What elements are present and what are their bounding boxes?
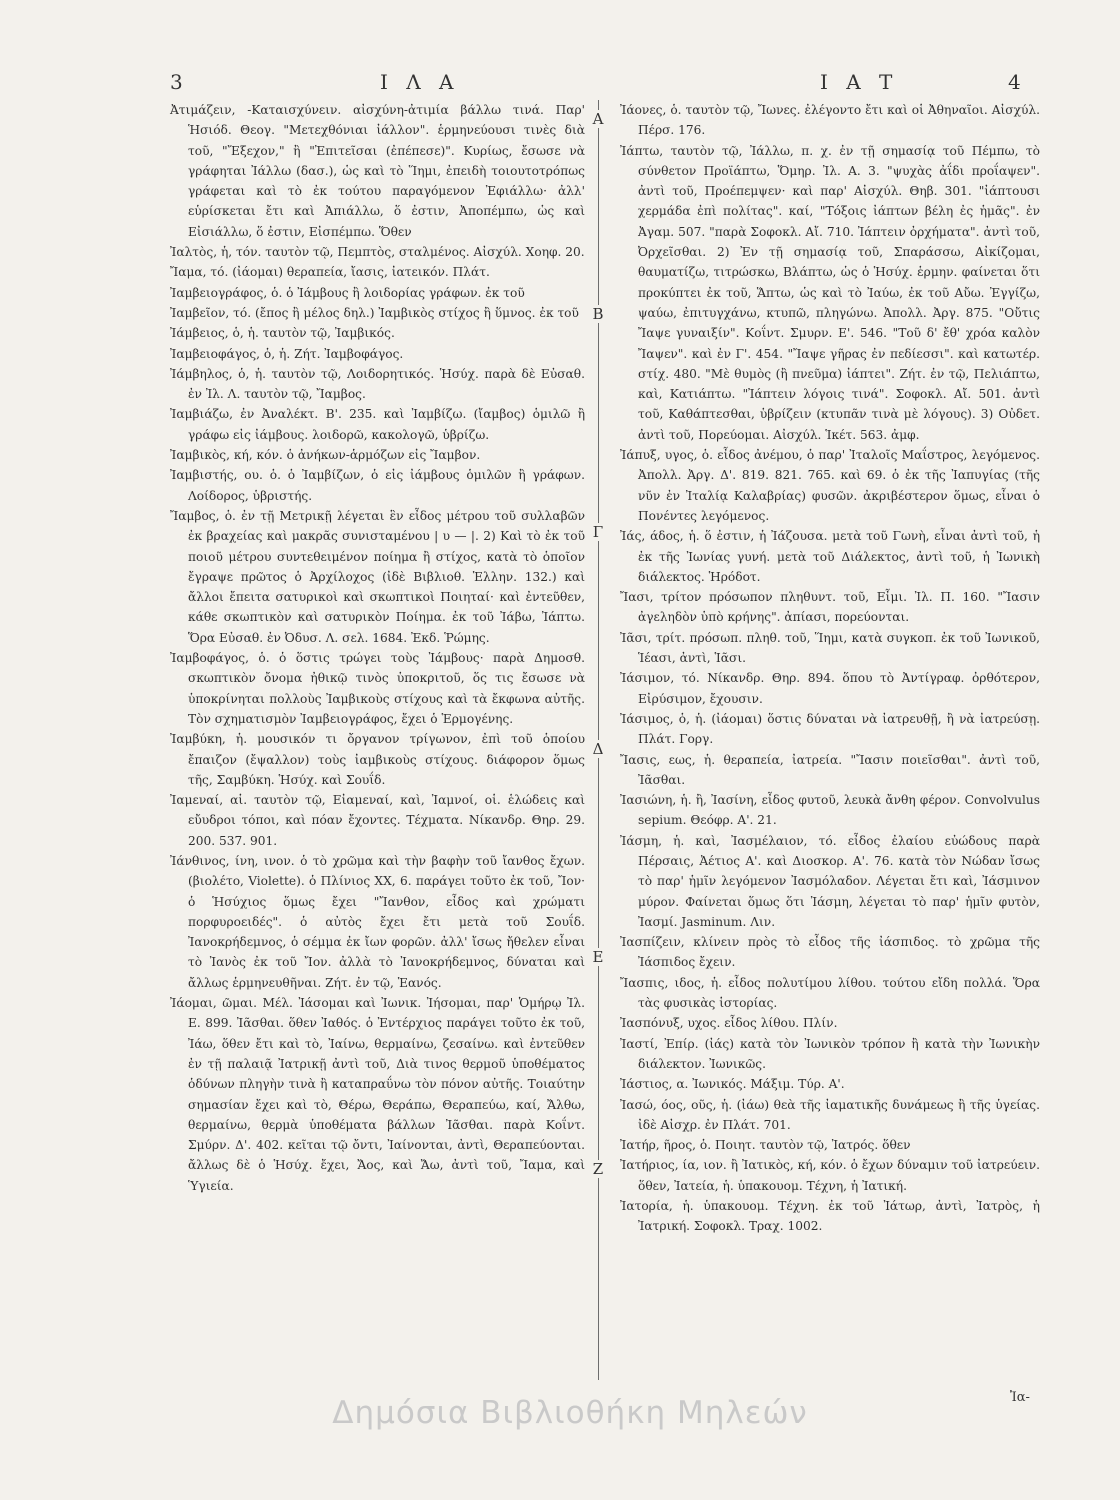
dictionary-entry: Ἰαλτὸς, ἡ, τόν. ταυτὸν τῷ, Πεμπτὸς, σταλμένος. Αἰσχύλ. Χοηφ. 20. <box>170 245 585 260</box>
left-column <box>170 100 585 1196</box>
dictionary-entry: Ἴασις, εως, ἡ. θεραπεία, ἰατρεία. "Ἴασιν ποιεῖσθαι". ἀντὶ τοῦ, Ἰᾶσθαι. <box>620 752 1040 787</box>
dictionary-entry: Ἰάπυξ, υγος, ὁ. εἶδος ἀνέμου, ὁ παρ' Ἰταλοῖς Μαΐστρος, λεγόμενος. Ἀπολλ. Ἀργ. Δ'. 819. 821. 765. καὶ 69. ὁ ἐκ τῆς Ἰαπυγίας (τῆς νῦν ἐν Ἰταλίᾳ Καλαβρίας) φυσῶν. ἀκριβέστερον ὅμως, εἶναι ὁ Πονέντες λεγόμενος. <box>620 448 1040 523</box>
dictionary-entry: Ἰαμβιστής, ου. ὁ. ὁ Ἰαμβίζων, ὁ εἰς ἰάμβους ὁμιλῶν ἢ γράφων. Λοίδορος, ὑβριστής. <box>170 468 585 503</box>
right-page-number: 4 <box>1008 70 1027 94</box>
dictionary-entry: Ἰαμβύκη, ἡ. μουσικόν τι ὄργανον τρίγωνον, ἐπὶ τοῦ ὁποίου ἔπαιζον (ἔψαλλον) τοὺς ἰαμβικοὺς στίχους. διάφορον ὅμως τῆς, Σαμβύκη. Ἡσύχ. καὶ Σουΐδ. <box>170 732 585 787</box>
section-letter: Γ <box>590 523 606 541</box>
dictionary-entry: Ἰάμβηλος, ὁ, ἡ. ταυτὸν τῷ, Λοιδορητικός. Ἡσύχ. παρὰ δὲ Εὐσαθ. ἐν Ἰλ. Λ. ταυτὸν τῷ, Ἴαμβος. <box>170 366 585 402</box>
dictionary-entry: Ἰατορία, ἡ. ὑπακουομ. Τέχνη. ἐκ τοῦ Ἰάτωρ, ἀντὶ, Ἰατρὸς, ἡ Ἰατρική. Σοφοκλ. Τραχ. 1002. <box>620 1199 1040 1234</box>
catchword: Ἰα- <box>1010 1390 1030 1405</box>
dictionary-entry: Ἴασι, τρίτον πρόσωπον πληθυντ. τοῦ, Εἶμι. Ἰλ. Π. 160. "Ἴασιν ἀγεληδὸν ὑπὸ κρήνης". ἀπίασι, πορεύονται. <box>620 590 1040 625</box>
running-header <box>170 70 1030 100</box>
dictionary-entry: Ἀτιμάζειν, -Καταισχύνειν. αἰσχύνη-ἀτιμία βάλλω τινά. Παρ' Ἡσιόδ. Θεογ. "Μετεχθόνιαι ἰάλλον". ἑρμηνεύουσι τινὲς διὰ τοῦ, "Ἔξεχον," ἢ "Ἐπιτεῖσαι (ἐπέπεσε)". Κυρίως, ἔσωσε νὰ γράφηται Ἰάλλω (δασ.), ὡς καὶ τὸ Ἵημι, ἐπειδὴ τοιουτοτρόπως γράφεται καὶ τὸ ἐκ τούτου παραγόμενον Ἐφιάλλω· ἀλλ' εὑρίσκεται ἔτι καὶ Ἀπιάλλω, ὅ ἐστιν, Ἀποπέμπω, ὡς καὶ Εἰσιάλλω, ὅ ἐστιν, Εἰσπέμπω. Ὅθεν <box>170 103 585 239</box>
dictionary-entry: Ἰάσιμος, ὁ, ἡ. (ἰάομαι) ὅστις δύναται νὰ ἰατρευθῇ, ἢ νὰ ἰατρεύσῃ. Πλάτ. Γοργ. <box>620 711 1040 747</box>
section-letter: Δ <box>590 740 606 758</box>
dictionary-entry: Ἰασπίζειν, κλίνειν πρὸς τὸ εἶδος τῆς ἰάσπιδος. τὸ χρῶμα τῆς Ἰάσπιδος ἔχειν. <box>620 935 1040 970</box>
section-letter: Α <box>590 110 606 128</box>
left-page-number: 3 <box>170 70 189 94</box>
dictionary-entry: Ἰάπτω, ταυτὸν τῷ, Ἰάλλω, π. χ. ἐν τῇ σημασίᾳ τοῦ Πέμπω, τὸ σύνθετον Προϊάπτω, Ὅμηρ. Ἰλ. Α. 3. "ψυχὰς ἀΐδι προΐαψεν". ἀντὶ τοῦ, Προέπεμψεν· καὶ παρ' Αἰσχύλ. Θηβ. 301. "ἰάπτουσι χερμάδα ἐπὶ πολίτας". καί, "Τόξοις ἰάπτων βέλη ἐς ἡμᾶς". ἐν Ἀγαμ. 507. "παρὰ Σοφοκλ. Αἴ. 710. Ἰάπτειν ὀρχήματα". ἀντὶ τοῦ, Ὀρχεῖσθαι. 2) Ἐν τῇ σημασίᾳ τοῦ, Σπαράσσω, Αἰκίζομαι, θαυματίζω, τιτρώσκω, Βλάπτω, ὡς ὁ Ἡσύχ. ἑρμην. φαίνεται ὅτι προκύπτει ἐκ τοῦ, Ἅπτω, ὡς καὶ τὸ Ἰαύω, ἐκ τοῦ Αὔω. Ἐγγίζω, ψαύω, ἐπιτυγχάνω, κτυπῶ, πληγώνω. Ἀπολλ. Ἀργ. 875. "Οὔτις Ἴαψε γυναιξίν". Κοΐντ. Σμυρν. Ε'. 546. "Τοῦ δ' ἔθ' χρόα καλὸν Ἴαψεν". καὶ ἐν Γ'. 454. "Ἴαψε γῆρας ἐν πεδίεσσι". καὶ κατωτέρ. στίχ. 480. "Μὲ θυμὸς (ἢ πνεῦμα) ἰάπτει". Ζήτ. ἐν τῷ, Πελιάπτω, καὶ, Κατιάπτω. "Ἰάπτειν λόγοις τινά". Σοφοκλ. Αἴ. 501. ἀντὶ τοῦ, Καθάπτεσθαι, ὑβρίζειν (κτυπᾶν τινὰ μὲ λόγους). 3) Οὐδετ. ἀντὶ τοῦ, Πορεύομαι. Αἰσχύλ. Ἱκέτ. 563. ἀμφ. <box>620 143 1040 442</box>
section-letter: Β <box>590 305 606 323</box>
dictionary-entry: Ἴαμα, τό. (ἰάομαι) θεραπεία, ἴασις, ἰατεικόν. Πλάτ. <box>170 265 490 280</box>
dictionary-entry: Ἰάς, άδος, ἡ. ὅ ἐστιν, ἡ Ἰάζουσα. μετὰ τοῦ Γωνὴ, εἶναι ἀντὶ τοῦ, ἡ ἐκ τῆς Ἰωνίας γυνή. μετὰ τοῦ Διάλεκτος, ἀντὶ τοῦ, ἡ Ἰωνικὴ διάλεκτος. Ἡρόδοτ. <box>620 529 1040 584</box>
dictionary-entry: Ἰασιώνη, ἡ. ἢ, Ἰασίνη, εἶδος φυτοῦ, λευκὰ ἄνθη φέρον. Convolvulus sepium. Θεόφρ. Α'. 21. <box>620 793 1040 828</box>
dictionary-entry: Ἰάνθινος, ίνη, ινον. ὁ τὸ χρῶμα καὶ τὴν βαφὴν τοῦ ἴανθος ἔχων. (βιολέτο, Violette). ὁ Πλίνιος ΧΧ, 6. παράγει τοῦτο ἐκ τοῦ, Ἴον· ὁ Ἡσύχιος ὅμως ἔχει "Ἴανθον, εἶδος καὶ χρώματι πορφυροειδές". ὁ αὐτὸς ἔχει ἔτι μετὰ τοῦ Σουΐδ. Ἰανοκρήδεμνος, ὁ σέμμα ἐκ ἴων φορῶν. ἀλλ' ἴσως ἤθελεν εἶναι τὸ Ἰανὸς ἐκ τοῦ Ἴον. ἀλλὰ τὸ Ἰανοκρήδεμνος, δύναται καὶ ἄλλως ἑρμηνευθῆναι. Ζήτ. ἐν τῷ, Ἑανός. <box>170 853 585 990</box>
dictionary-entry: Ἰᾶσι, τρίτ. πρόσωπ. πληθ. τοῦ, Ἵημι, κατὰ συγκοπ. ἐκ τοῦ Ἰωνικοῦ, Ἱέασι, ἀντὶ, Ἱᾶσι. <box>620 630 1040 666</box>
dictionary-entry: Ἰαμβεῖον, τό. (ἔπος ἢ μέλος δηλ.) Ἰαμβικὸς στίχος ἢ ὕμνος. ἐκ τοῦ <box>170 305 579 320</box>
dictionary-entry: Ἰαμβικὸς, κή, κόν. ὁ ἀνήκων-ἁρμόζων εἰς Ἴαμβον. <box>170 448 481 463</box>
dictionary-entry: Ἰάσμη, ἡ. καὶ, Ἰασμέλαιον, τό. εἶδος ἐλαίου εὐώδους παρὰ Πέρσαις, Ἀέτιος Α'. καὶ Διοσκορ. Α'. 76. κατὰ τὸν Νώδαν ἴσως τὸ παρ' ἡμῖν λεγόμενον Ἰασμόλαδον. Λέγεται ἔτι καὶ, Ἰάσμινον μύρον. Φαίνεται ὅμως ὅτι Ἰάσμη, λέγεται τὸ παρ' ἡμῖν φυτὸν, Ἰασμί. Jasminum. Λιν. <box>620 833 1040 929</box>
left-running-head: Ι Λ Α <box>380 70 460 94</box>
dictionary-entry: Ἰάστιος, α. Ἰωνικός. Μάξιμ. Τύρ. Α'. <box>620 1077 845 1092</box>
dictionary-entry: Ἰαμβειοφάγος, ὁ, ἡ. Ζήτ. Ἰαμβοφάγος. <box>170 346 404 361</box>
dictionary-entry: Ἰάσιμον, τό. Νίκανδρ. Θηρ. 894. ὅπου τὸ Ἀντίγραφ. ὀρθότερον, Εἰρύσιμον, ἔχουσιν. <box>620 671 1040 706</box>
dictionary-entry: Ἰαμβειογράφος, ὁ. ὁ Ἰάμβους ἢ λοιδορίας γράφων. ἐκ τοῦ <box>170 285 525 300</box>
section-letter: Ε <box>590 948 606 966</box>
dictionary-entry: Ἰαμβοφάγος, ὁ. ὁ ὅστις τρώγει τοὺς Ἰάμβους· παρὰ Δημοσθ. σκωπτικὸν ὄνομα ἠθικῷ τινὸς ὑποκριτοῦ, ὅς τις ἔσωσε νὰ ὑποκρίνηται πολλοὺς Ἰαμβικοὺς στίχους καὶ τὰ ἔκφωνα αὐτῆς. Τὸν σχηματισμὸν Ἰαμβειογράφος, ἔχει ὁ Ἑρμογένης. <box>170 651 585 726</box>
right-running-head: Ι Α Τ <box>820 70 899 94</box>
dictionary-entry: Ἰατήρ, ῆρος, ὁ. Ποιητ. ταυτὸν τῷ, Ἰατρός. ὅθεν <box>620 1138 911 1153</box>
dictionary-entry: Ἰαμβιάζω, ἐν Ἀναλέκτ. Β'. 235. καὶ Ἰαμβίζω. (ἴαμβος) ὁμιλῶ ἢ γράφω εἰς ἰάμβους. λοιδορῶ, κακολογῶ, ὑβρίζω. <box>170 407 585 442</box>
dictionary-entry: Ἰάονες, ὁ. ταυτὸν τῷ, Ἴωνες. ἐλέγοντο ἔτι καὶ οἱ Ἀθηναῖοι. Αἰσχύλ. Πέρσ. 176. <box>620 103 1040 138</box>
dictionary-entry: Ἰάομαι, ῶμαι. Μέλ. Ἰάσομαι καὶ Ἰωνικ. Ἰήσομαι, παρ' Ὁμήρῳ Ἰλ. Ε. 899. Ἰᾶσθαι. ὅθεν Ἰαθός. ὁ Ἐντέρχιος παράγει τοῦτο ἐκ τοῦ, Ἰάω, ὅθεν ἔτι καὶ τὸ, Ἰαίνω, θερμαίνω, ζεσαίνω. καὶ ἐντεῦθεν ἐν τῇ παλαιᾷ Ἰατρικῇ ἀντὶ τοῦ, Διὰ τινος θερμοῦ ὑποθέματος ὁδύνων πληγὴν τινὰ ἢ καταπραΰνω τὸν πόνον αὐτῆς. Τοιαύτην σημασίαν ἔχει καὶ τὸ, Θέρω, Θεράπω, Θεραπεύω, καί, Ἄλθω, θερμαίνω, θερμὰ ὑποθέματα βάλλων Ἰᾶσθαι. παρὰ Κοΐντ. Σμύρν. Δ'. 402. κεῖται τῷ ὄντι, Ἰαίνονται, ἀντὶ, Θεραπεύονται. ἄλλως δὲ ὁ Ἡσύχ. ἔχει, Ἄος, καὶ Ἄω, ἀντὶ τοῦ, Ἴαμα, καὶ Ὑγιεία. <box>170 996 585 1193</box>
dictionary-entry: Ἰαστί, Ἐπίρ. (ἰάς) κατὰ τὸν Ἰωνικὸν τρόπον ἢ κατὰ τὴν Ἰωνικὴν διάλεκτον. Ἰωνικῶς. <box>620 1036 1040 1071</box>
dictionary-entry: Ἰαμεναί, αἱ. ταυτὸν τῷ, Εἰαμεναί, καὶ, Ἰαμνοί, οἱ. ἑλώδεις καὶ εὔυδροι τόποι, καὶ πόαν ἔχοντες. Τέχματα. Νίκανδρ. Θηρ. 29. 200. 537. 901. <box>170 793 585 848</box>
right-column <box>620 100 1040 1237</box>
dictionary-entry: Ἴασπις, ιδος, ἡ. εἶδος πολυτίμου λίθου. τούτου εἴδη πολλά. Ὅρα τὰς φυσικὰς ἱστορίας. <box>620 975 1040 1011</box>
dictionary-entry: Ἰατήριος, ία, ιον. ἢ Ἰατικὸς, κή, κόν. ὁ ἔχων δύναμιν τοῦ ἰατρεύειν. ὅθεν, Ἰατεία, ἡ. ὑπακουομ. Τέχνη, ἡ Ἰατική. <box>620 1158 1040 1193</box>
dictionary-entry: Ἰάμβειος, ὁ, ἡ. ταυτὸν τῷ, Ἰαμβικός. <box>170 326 395 341</box>
dictionary-entry: Ἴαμβος, ὁ. ἐν τῇ Μετρικῇ λέγεται ἓν εἶδος μέτρου τοῦ συλλαβῶν ἐκ βραχείας καὶ μακρᾶς συνισταμένου | υ — |. 2) Καὶ τὸ ἐκ τοῦ ποιοῦ μέτρου συντεθειμένον ποίημα ἢ στίχος, κατὰ τὸ ὁποῖον ἔγραψε πρῶτος ὁ Ἀρχίλοχος (ἰδὲ Βιβλιοθ. Ἑλλην. 132.) καὶ ἄλλοι ἔπειτα σατυρικοὶ καὶ σκωπτικοὶ Ποιηταί· καὶ ἐντεῦθεν, κάθε σκωπτικὸν καὶ σατυρικὸν Ποίημα. ἐκ τοῦ Ἰάβω, Ἰάπτω. Ὅρα Εὐσαθ. ἐν Ὀδυσ. Λ. σελ. 1684. Ἐκδ. Ῥώμης. <box>170 508 585 645</box>
dictionary-entry: Ἰασπόνυξ, υχος. εἶδος λίθου. Πλίν. <box>620 1016 838 1031</box>
library-watermark: Δημόσια Βιβλιοθήκη Μηλεών <box>332 1395 808 1431</box>
section-letter: Ζ <box>590 1160 606 1178</box>
dictionary-entry: Ἰασώ, όος, οῦς, ἡ. (ἰάω) θεὰ τῆς ἰαματικῆς δυνάμεως ἢ τῆς ὑγείας. ἰδὲ Αἰσχρ. ἐν Πλάτ. 701. <box>620 1097 1040 1132</box>
